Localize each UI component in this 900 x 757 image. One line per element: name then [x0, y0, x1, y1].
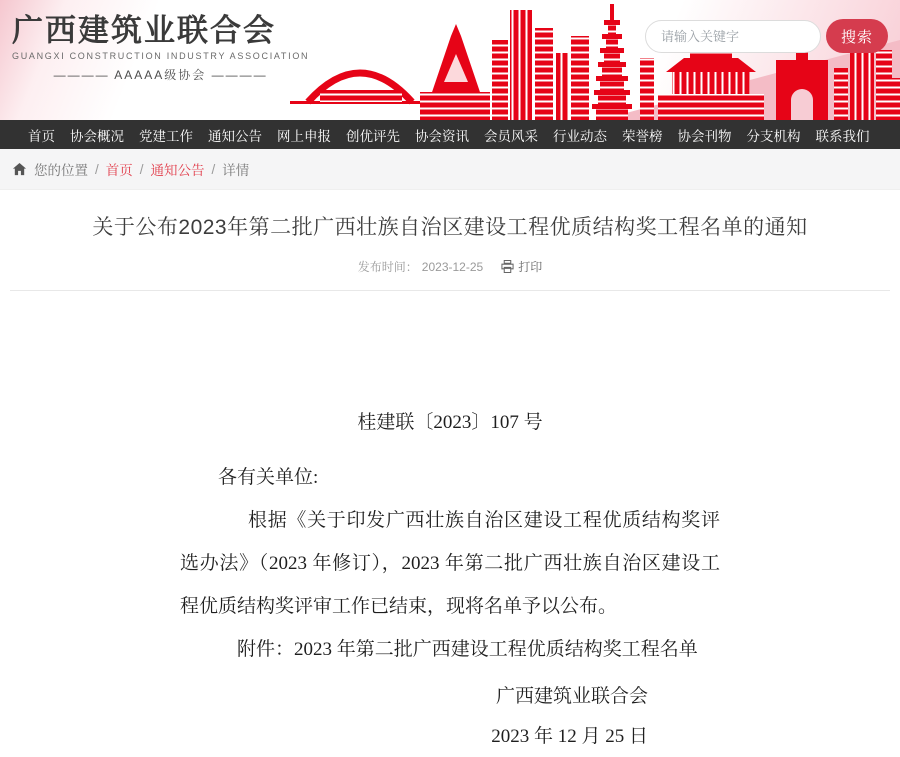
print-label: 打印	[518, 260, 543, 274]
breadcrumb-separator: /	[139, 161, 144, 177]
search-bar	[645, 19, 888, 53]
nav-item-excellence[interactable]: 创优评先	[346, 128, 400, 144]
publish-time-label: 发布时间：	[357, 260, 418, 274]
nav-item-online-report[interactable]: 网上申报	[277, 128, 331, 144]
city-skyline-graphic	[290, 0, 900, 120]
logo-grade-badge: ———— AAAAA级协会 ————	[53, 68, 268, 82]
breadcrumb-link-notices[interactable]: 通知公告	[150, 163, 205, 178]
article-header	[0, 190, 900, 291]
signature-date: 2023 年 12 月 25 日	[491, 726, 648, 747]
document-body	[180, 401, 720, 757]
nav-item-branches[interactable]: 分支机构	[746, 128, 801, 144]
nav-item-notices[interactable]: 通知公告	[208, 128, 262, 144]
signature-org: 广西建筑业联合会	[495, 686, 648, 707]
nav-item-home[interactable]: 首页	[28, 128, 55, 144]
search-input[interactable]	[645, 20, 821, 53]
breadcrumb-current: 详情	[222, 163, 250, 178]
printer-icon	[501, 260, 514, 273]
title-divider	[10, 290, 890, 291]
site-header	[0, 0, 900, 120]
nav-item-about[interactable]: 协会概况	[70, 128, 124, 144]
nav-item-honor[interactable]: 荣誉榜	[622, 128, 663, 144]
article-title: 关于公布2023年第二批广西壮族自治区建设工程优质结构奖工程名单的通知	[92, 216, 808, 239]
breadcrumb-separator: /	[95, 161, 99, 177]
nav-item-party[interactable]: 党建工作	[139, 128, 193, 144]
document-attachment-line: 附件：2023 年第二批广西建设工程优质结构奖工程名单	[237, 639, 698, 660]
document-signature	[180, 677, 720, 757]
document-paragraph: 根据《关于印发广西壮族自治区建设工程优质结构奖评选办法》（2023 年修订），2023 年第二批广西壮族自治区建设工程优质结构奖评审工作已结束，现将名单予以公布。	[180, 510, 720, 617]
logo-title: 广西建筑业联合会	[12, 13, 276, 48]
nav-item-news[interactable]: 协会资讯	[415, 128, 469, 144]
logo-subtitle: GUANGXI CONSTRUCTION INDUSTRY ASSOCIATION	[12, 51, 310, 61]
nav-item-contact[interactable]: 联系我们	[815, 128, 870, 144]
nav-item-members[interactable]: 会员风采	[484, 128, 538, 144]
nav-item-industry[interactable]: 行业动态	[553, 128, 607, 144]
breadcrumb-location-label: 您的位置	[34, 163, 88, 178]
breadcrumb	[0, 149, 900, 190]
article-meta	[0, 258, 900, 275]
publish-date: 2023-12-25	[421, 259, 484, 274]
nav-item-publications[interactable]: 协会刊物	[677, 128, 732, 144]
document-salutation: 各有关单位:	[218, 467, 319, 488]
search-button[interactable]: 搜索	[826, 19, 888, 53]
breadcrumb-separator: /	[211, 161, 216, 177]
site-logo	[12, 13, 309, 83]
document-number: 桂建联〔2023〕107 号	[357, 412, 543, 433]
home-icon	[12, 162, 27, 177]
print-button[interactable]	[501, 258, 542, 275]
breadcrumb-link-home[interactable]: 首页	[105, 163, 133, 178]
main-nav	[0, 120, 900, 149]
